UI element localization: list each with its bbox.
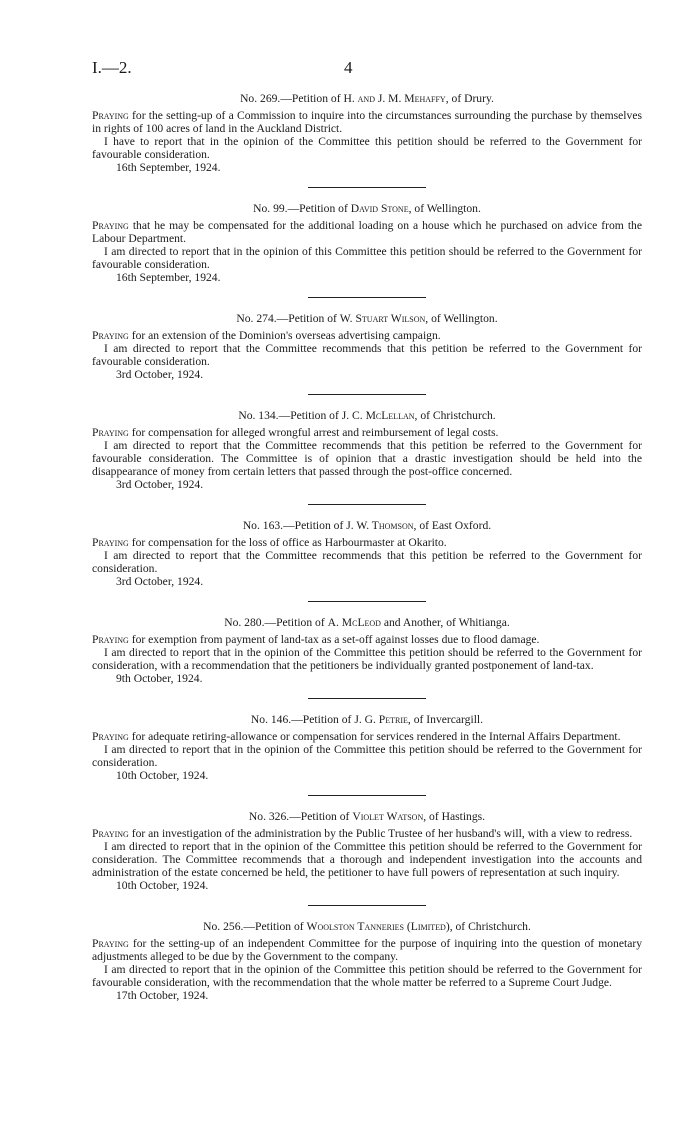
petition-title: No. 134.—Petition of J. C. McLellan, of Christchurch. bbox=[238, 409, 496, 422]
committee-report: I am directed to report that in the opinion of the Committee this petition should be referred to the Government for consideration. The Committee recommends that a thorough and independent investigation into the accounts and administration of the estate concerned be held, the petitioner to have full powers of representation at such inquiry. bbox=[92, 840, 642, 879]
petitioner-name: Violet Watson bbox=[352, 810, 424, 823]
report-date: 10th October, 1924. bbox=[116, 769, 209, 782]
section-divider bbox=[308, 297, 426, 298]
petition-title: No. 274.—Petition of W. Stuart Wilson, of Wellington. bbox=[236, 312, 498, 325]
praying-label: Praying bbox=[92, 536, 129, 549]
petition-place: Whitianga bbox=[458, 616, 507, 629]
petition-number: No. 269. bbox=[240, 92, 281, 105]
petition-place: East Oxford bbox=[431, 519, 489, 532]
praying-label: Praying bbox=[92, 219, 129, 232]
section-divider bbox=[308, 601, 426, 602]
petition-number: No. 134. bbox=[238, 409, 279, 422]
petition-number: No. 256. bbox=[203, 920, 244, 933]
petition-entry bbox=[92, 202, 642, 284]
praying-paragraph bbox=[92, 426, 642, 439]
petition-entry bbox=[92, 810, 642, 892]
petition-of-label: Petition of bbox=[300, 810, 350, 823]
petition-place: Drury bbox=[464, 92, 492, 105]
petition-place: Invercargill bbox=[426, 713, 481, 726]
praying-text: for compensation for the loss of office as Harbourmaster at Okarito. bbox=[131, 536, 447, 549]
petition-of-label: Petition of bbox=[290, 409, 339, 422]
petition-title: No. 256.—Petition of Woolston Tanneries (Limited), of Christchurch. bbox=[203, 920, 531, 933]
committee-report: I have to report that in the opinion of the Committee this petition should be referred to the Government for favourable consideration. bbox=[92, 135, 642, 161]
petition-number: No. 274. bbox=[236, 312, 277, 325]
report-date: 9th October, 1924. bbox=[116, 672, 203, 685]
report-date: 3rd October, 1924. bbox=[116, 478, 204, 491]
petition-number: No. 280. bbox=[224, 616, 265, 629]
praying-label: Praying bbox=[92, 426, 129, 439]
petition-place: Wellington bbox=[426, 202, 478, 215]
petition-of-label: Petition of bbox=[294, 519, 344, 532]
section-divider bbox=[308, 905, 426, 906]
praying-text: that he may be compensated for the additional loading on a house which he purchased on advice from the Labour Department. bbox=[92, 219, 642, 245]
petition-of-label: Petition of bbox=[299, 202, 348, 215]
committee-report: I am directed to report that the Committee recommends that this petition be referred to the Government for favourable consideration. bbox=[92, 342, 642, 368]
petition-number: No. 146. bbox=[250, 713, 292, 726]
praying-paragraph bbox=[92, 109, 642, 135]
petition-place: Christchurch bbox=[432, 409, 493, 422]
petition-title: No. 163.—Petition of J. W. Thomson, of East Oxford. bbox=[242, 519, 492, 532]
page-number: 4 bbox=[344, 58, 353, 77]
praying-text: for exemption from payment of land-tax as a set-off against losses due to flood damage. bbox=[131, 633, 540, 646]
petition-title: No. 326.—Petition of Violet Watson, of Hastings. bbox=[248, 810, 486, 823]
page-header bbox=[92, 58, 642, 78]
petition-place: Wellington bbox=[443, 312, 495, 325]
praying-text: for compensation for alleged wrongful arrest and reimbursement of legal costs. bbox=[131, 426, 499, 439]
praying-label: Praying bbox=[92, 633, 129, 646]
committee-report: I am directed to report that in the opinion of the Committee this petition should be referred to the Government for consideration, with a recommendation that the petitioners be individually granted postponement of land-tax. bbox=[92, 646, 642, 672]
petition-entry bbox=[92, 409, 642, 491]
praying-label: Praying bbox=[92, 109, 129, 122]
petitioner-name: A. McLeod bbox=[327, 616, 381, 629]
praying-text: for the setting-up of an independent Committee for the purpose of inquiring into the question of monetary adjustments alleged to be due by the Government to the company. bbox=[92, 937, 642, 963]
petitioner-name: Woolston Tanneries (Limited) bbox=[306, 920, 450, 933]
report-date: 3rd October, 1924. bbox=[116, 368, 204, 381]
petitioner-name: W. Stuart Wilson bbox=[339, 312, 426, 325]
report-date: 17th October, 1924. bbox=[116, 989, 209, 1002]
petition-entry bbox=[92, 920, 642, 1002]
petitioner-name: J. G. Petrie bbox=[354, 713, 408, 726]
praying-label: Praying bbox=[92, 937, 129, 950]
petition-number: No. 326. bbox=[248, 810, 290, 823]
praying-text: for an investigation of the administration by the Public Trustee of her husband's will, with a view to redress. bbox=[131, 827, 633, 840]
report-date: 16th September, 1924. bbox=[116, 271, 221, 284]
praying-text: for an extension of the Dominion's overseas advertising campaign. bbox=[131, 329, 441, 342]
committee-report: I am directed to report that the Committee recommends that this petition be referred to the Government for consideration. bbox=[92, 549, 642, 575]
petition-title: No. 269.—Petition of H. and J. M. Mehaffy, of Drury. bbox=[240, 92, 494, 105]
petition-entry bbox=[92, 713, 642, 782]
petition-number: No. 99. bbox=[253, 202, 288, 215]
praying-paragraph bbox=[92, 633, 642, 646]
petitioner-name: J. C. McLellan bbox=[341, 409, 415, 422]
section-divider bbox=[308, 795, 426, 796]
praying-label: Praying bbox=[92, 329, 129, 342]
praying-paragraph bbox=[92, 536, 642, 549]
petition-place: Christchurch bbox=[468, 920, 528, 933]
document-reference: I.—2. bbox=[92, 58, 132, 77]
section-divider bbox=[308, 394, 426, 395]
praying-text: for the setting-up of a Commission to inquire into the circumstances surrounding the purchase by themselves in rights of 100 acres of land in the Auckland District. bbox=[92, 109, 642, 135]
petitioner-name: David Stone bbox=[350, 202, 409, 215]
petition-entry bbox=[92, 519, 642, 588]
petition-of-label: Petition of bbox=[291, 92, 341, 105]
praying-paragraph bbox=[92, 219, 642, 245]
petitioner-name: H. and J. M. Mehaffy bbox=[343, 92, 446, 105]
petition-entry bbox=[92, 92, 642, 174]
petition-title: No. 280.—Petition of A. McLeod and Another, of Whitianga. bbox=[224, 616, 510, 629]
praying-paragraph bbox=[92, 827, 642, 840]
petitioner-name-suffix: and Another bbox=[380, 616, 441, 629]
petition-title: No. 146.—Petition of J. G. Petrie, of Invercargill. bbox=[250, 713, 484, 726]
report-date: 16th September, 1924. bbox=[116, 161, 221, 174]
report-date: 3rd October, 1924. bbox=[116, 575, 204, 588]
section-divider bbox=[308, 187, 426, 188]
petition-place: Hastings bbox=[441, 810, 483, 823]
committee-report: I am directed to report that in the opinion of the Committee this petition should be referred to the Government for favourable consideration, with the recommendation that the whole matter be referred to a Supreme Court Judge. bbox=[92, 963, 642, 989]
praying-label: Praying bbox=[92, 827, 129, 840]
praying-label: Praying bbox=[92, 730, 129, 743]
petitioner-name: J. W. Thomson bbox=[346, 519, 414, 532]
praying-paragraph bbox=[92, 937, 642, 963]
committee-report: I am directed to report that the Committee recommends that this petition be referred to the Government for favourable consideration. The Committee is of opinion that a drastic investigation should be held into the disappearance of money from certain letters that passed through the post-office concerned. bbox=[92, 439, 642, 478]
report-date: 10th October, 1924. bbox=[116, 879, 209, 892]
committee-report: I am directed to report that in the opinion of the Committee this petition should be referred to the Government for consideration. bbox=[92, 743, 642, 769]
petition-of-label: Petition of bbox=[288, 312, 337, 325]
petition-number: No. 163. bbox=[242, 519, 284, 532]
praying-paragraph bbox=[92, 730, 642, 743]
petition-entry bbox=[92, 312, 642, 381]
petition-title: No. 99.—Petition of David Stone, of Wellington. bbox=[253, 202, 481, 215]
section-divider bbox=[308, 504, 426, 505]
petition-of-label: Petition of bbox=[276, 616, 325, 629]
petition-of-label: Petition of bbox=[302, 713, 352, 726]
committee-report: I am directed to report that in the opinion of this Committee this petition should be referred to the Government for favourable consideration. bbox=[92, 245, 642, 271]
petition-list bbox=[92, 92, 642, 1002]
praying-text: for adequate retiring-allowance or compensation for services rendered in the Internal Affairs Department. bbox=[131, 730, 621, 743]
petition-of-label: Petition of bbox=[255, 920, 304, 933]
praying-paragraph bbox=[92, 329, 642, 342]
petition-entry bbox=[92, 616, 642, 685]
section-divider bbox=[308, 698, 426, 699]
